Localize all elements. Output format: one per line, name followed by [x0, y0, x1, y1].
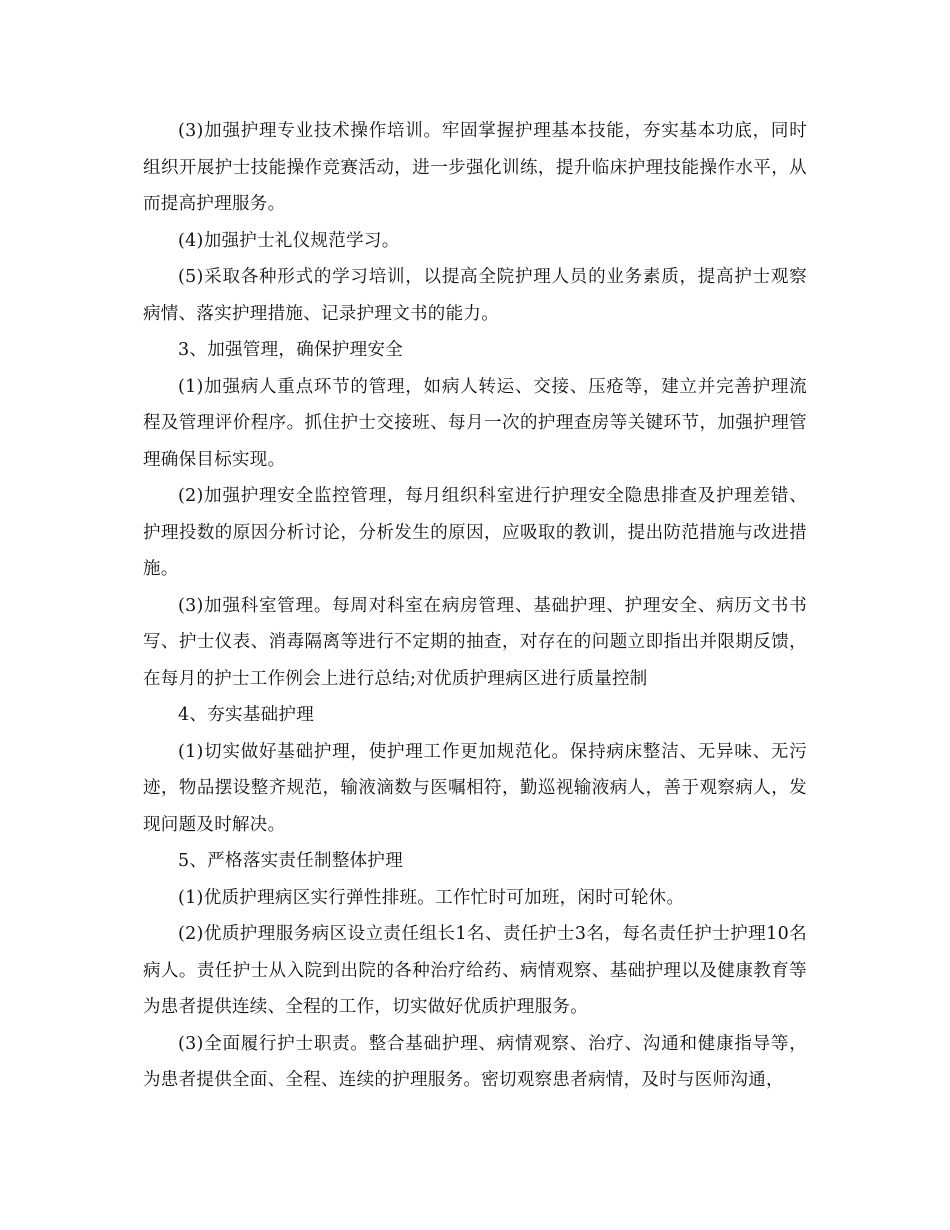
paragraph-nurse-duties: (3)全面履行护士职责。整合基础护理、病情观察、治疗、沟通和健康指导等，为患者提供全面、全程、连续的护理服务。密切观察患者病情，及时与医师沟通，: [143, 1033, 807, 1090]
section-heading-responsibility: 5、严格落实责任制整体护理: [178, 851, 404, 871]
paragraph-learning: (5)采取各种形式的学习培训，以提高全院护理人员的业务素质，提高护士观察病情、落实护理措施、记录护理文书的能力。: [143, 267, 807, 324]
paragraph-team-structure: (2)优质护理服务病区设立责任组长1名、责任护士3名，每名责任护士护理10名病人。责任护士从入院到出院的各种治疗给药、病情观察、基础护理以及健康教育等为患者提供连续、全程的工作，切实做好优质护理服务。: [143, 924, 807, 1017]
document-body: [143, 113, 807, 1099]
paragraph-ward-management: (3)加强科室管理。每周对科室在病房管理、基础护理、护理安全、病历文书书写、护士仪表、消毒隔离等进行不定期的抽查，对存在的问题立即指出并限期反馈，在每月的护士工作例会上进行总结;对优质护理病区进行质量控制: [143, 595, 807, 689]
paragraph-etiquette: (4)加强护士礼仪规范学习。: [178, 230, 400, 251]
section-heading-safety: 3、加强管理，确保护理安全: [178, 340, 404, 360]
paragraph-safety-monitoring: (2)加强护理安全监控管理，每月组织科室进行护理安全隐患排查及护理差错、护理投数的原因分析讨论，分析发生的原因，应吸取的教训，提出防范措施与改进措施。: [143, 486, 807, 579]
section-heading-basic-nursing: 4、夯实基础护理: [178, 705, 315, 725]
paragraph-training: (3)加强护理专业技术操作培训。牢固掌握护理基本技能，夯实基本功底，同时组织开展护士技能操作竞赛活动，进一步强化训练，提升临床护理技能操作水平，从而提高护理服务。: [143, 121, 807, 214]
paragraph-key-links: (1)加强病人重点环节的管理，如病人转运、交接、压疮等，建立并完善护理流程及管理评价程序。抓住护士交接班、每月一次的护理查房等关键环节，加强护理管理确保目标实现。: [143, 376, 807, 470]
paragraph-basic-nursing: (1)切实做好基础护理，使护理工作更加规范化。保持病床整洁、无异味、无污迹，物品摆设整齐规范，输液滴数与医嘱相符，勤巡视输液病人，善于观察病人，发现问题及时解决。: [143, 741, 807, 835]
paragraph-flexible-shifts: (1)优质护理病区实行弹性排班。工作忙时可加班，闲时可轮休。: [178, 887, 685, 908]
